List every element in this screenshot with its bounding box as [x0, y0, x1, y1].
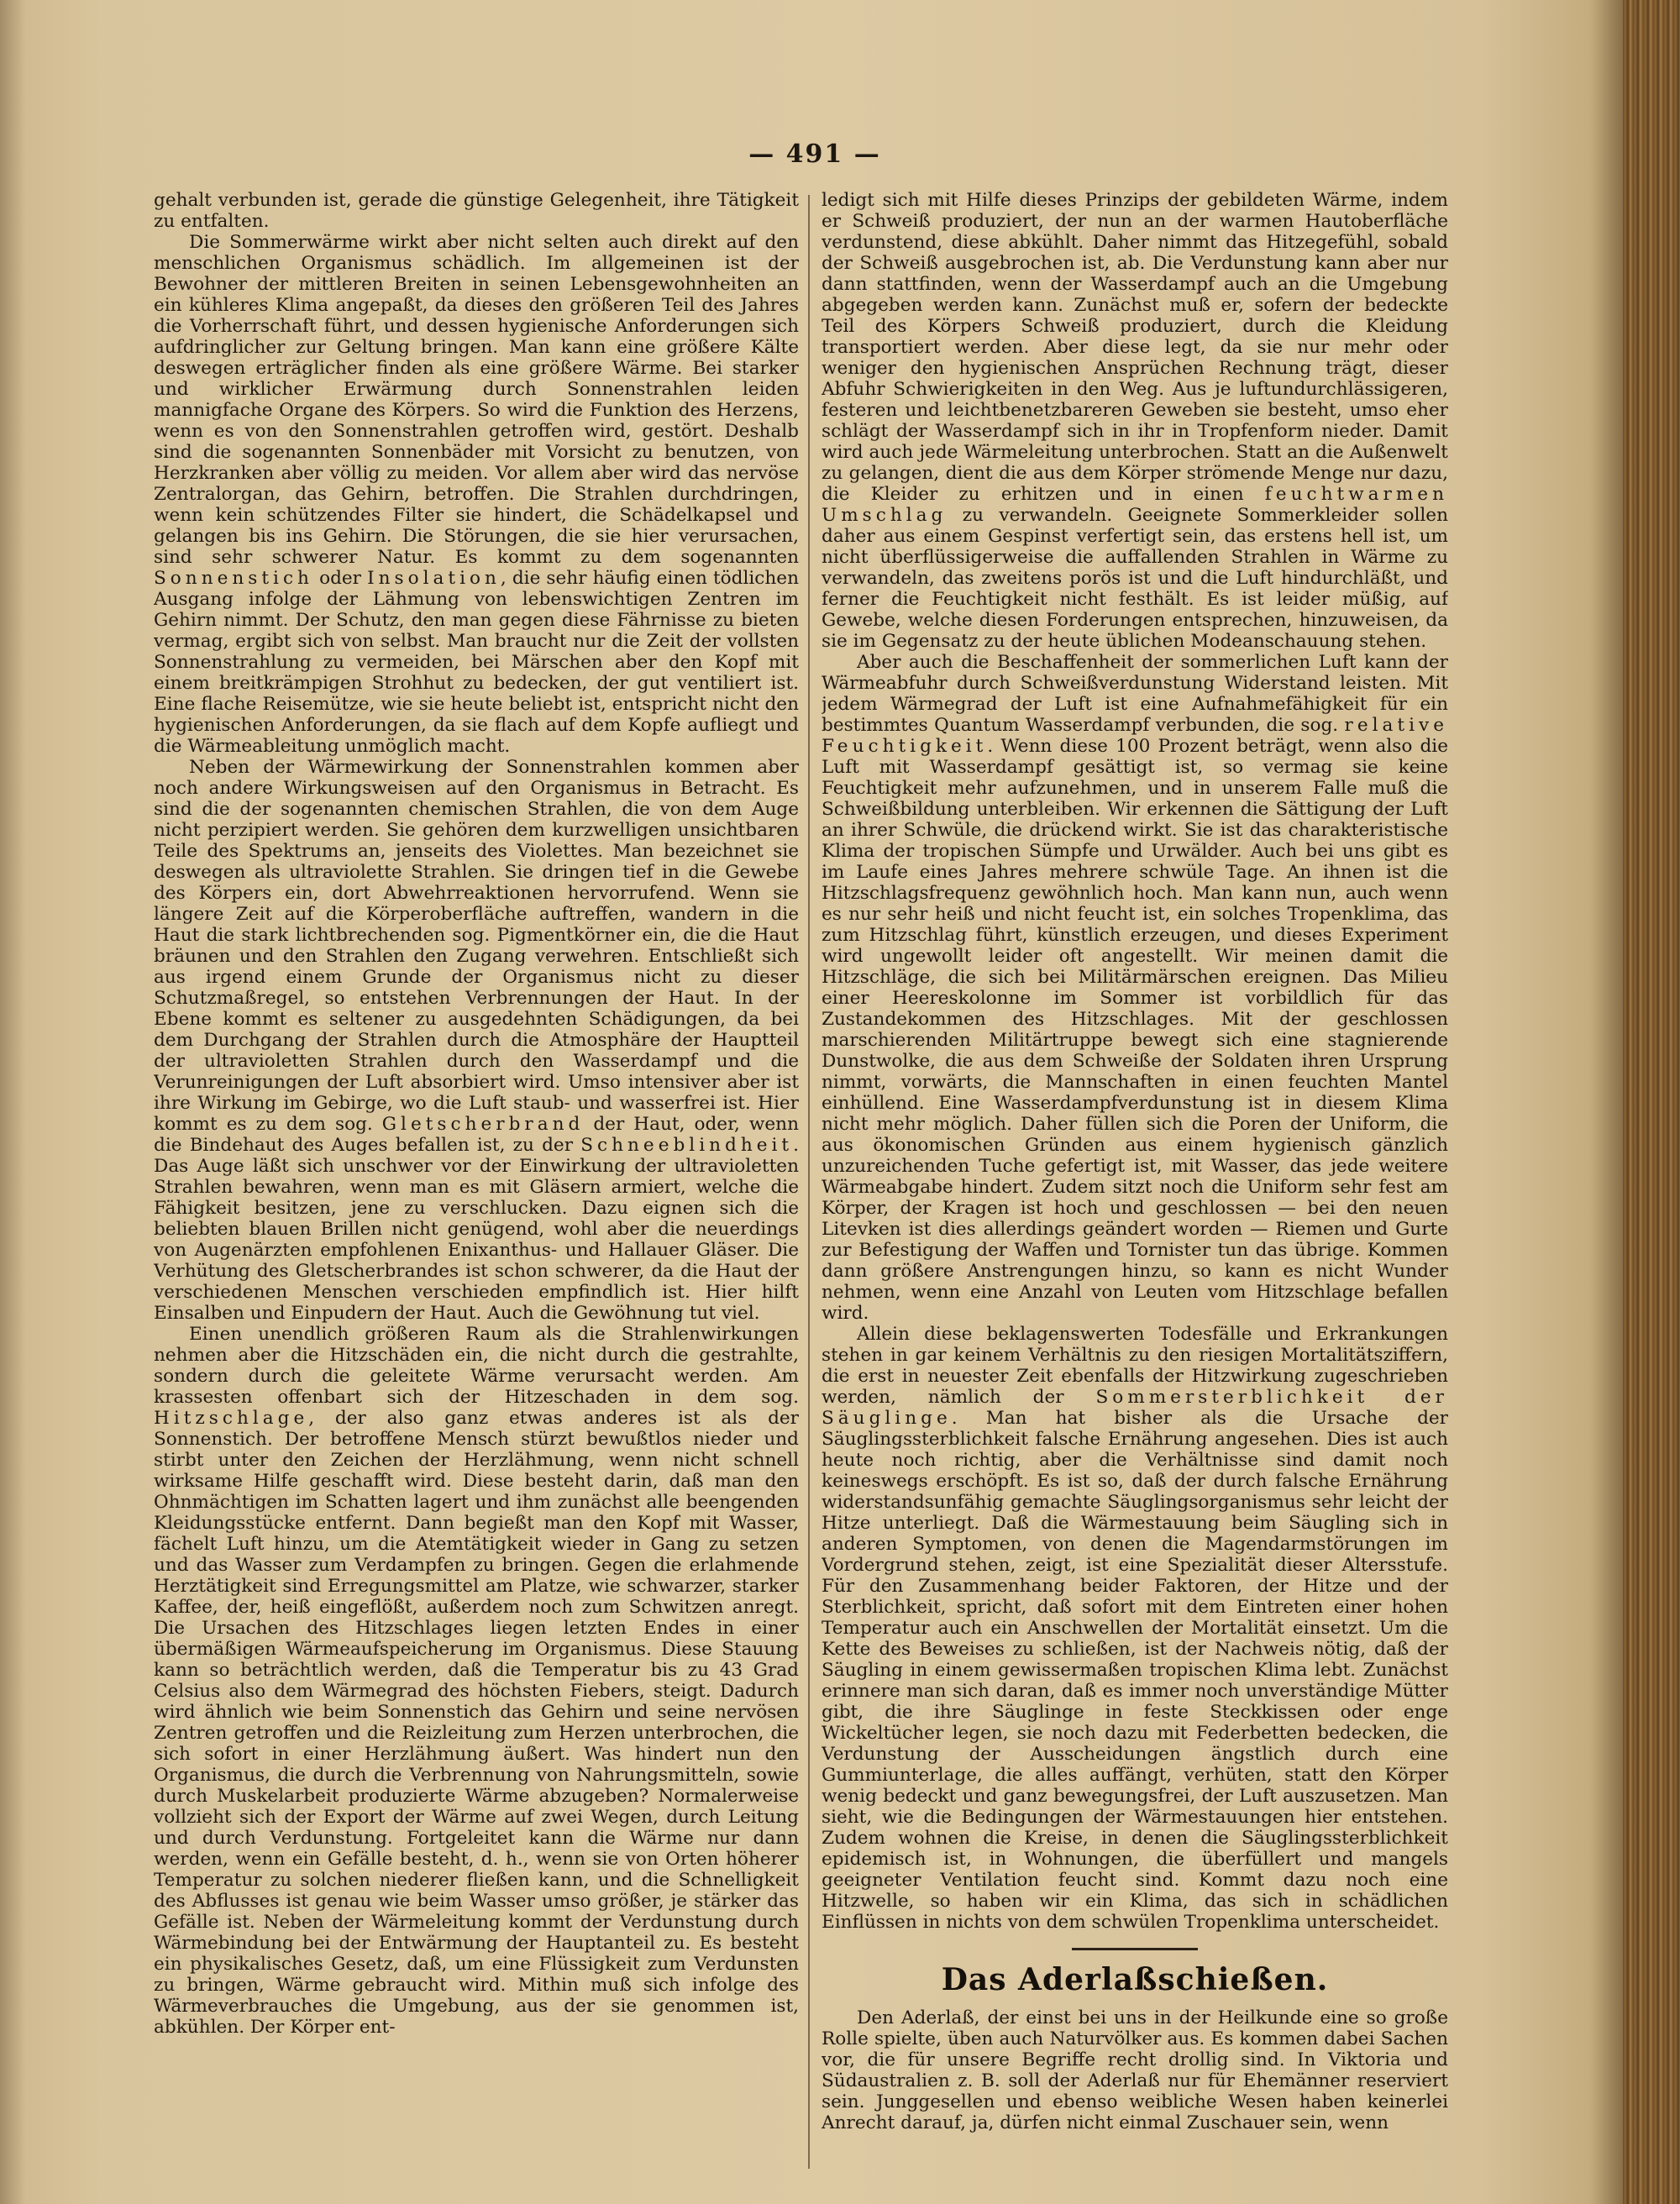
- paragraph: ledigt sich mit Hilfe dieses Prinzips der gebildeten Wärme, indem er Schweiß produziert, der nun an der warmen Hautoberfläche verdunstend, diese abkühlt. Daher nimmt das Hitzegefühl, sobald der Schweiß ausgebrochen ist, ab. Die Verdunstung kann aber nur dann stattfinden, wenn der Wasserdampf auch an die Umgebung abgegeben werden kann. Zunächst muß er, sofern der bedeckte Teil des Körpers Schweiß produziert, durch die Kleidung transportiert werden. Aber diese legt, da sie nur mehr oder weniger den hygienischen Ansprüchen Rechnung trägt, dieser Abfuhr Schwierigkeiten in den Weg. Aus je luftundurchlässigeren, festeren und leichtbenetzbareren Geweben sie besteht, umso eher schlägt der Wasserdampf sich in ihr in Tropfenform nieder. Damit wird auch jede Wärmeleitung unterbrochen. Statt an die Außenwelt zu gelangen, dient die aus dem Körper strömende Menge nur dazu, die Kleider zu erhitzen und in einen feuchtwarmen Umschlag zu verwandeln. Geeignete Sommerkleider sollen daher aus einem Gespinst verfertigt sein, das erstens hell ist, um nicht überflüssigerweise die auffallenden Strahlen in Wärme zu verwandeln, das zweitens porös ist und die Luft hindurchläßt, und ferner die Feuchtigkeit nicht festhält. Es ist leider müßig, auf Gewebe, welche diesen Forderungen entsprechen, hinzuweisen, da sie im Gegensatz zu der heute üblichen Modeanschauung stehen.: [822, 190, 1448, 652]
- paragraph: gehalt verbunden ist, gerade die günstige Gelegenheit, ihre Tätigkeit zu entfalten.: [154, 190, 799, 232]
- emphasized-term: Sommersterblichkeit der Säuglinge: [822, 1387, 1448, 1429]
- paragraph: Einen unendlich größeren Raum als die Strahlenwirkungen nehmen aber die Hitzschäden ein, die nicht durch die gestrahlte, sondern durch die geleitete Wärme verursacht werden. Am krassesten offenbart sich der Hitzeschaden in dem sog. Hitzschlage, der also ganz etwas anderes ist als der Sonnenstich. Der betroffene Mensch stürzt bewußtlos nieder und stirbt unter den Zeichen der Herzlähmung, wenn nicht schnell wirksame Hilfe geschafft wird. Diese besteht darin, daß man den Ohnmächtigen im Schatten lagert und ihm zunächst alle beengenden Kleidungsstücke entfernt. Dann begießt man den Kopf mit Wasser, fächelt Luft hinzu, um die Atemtätigkeit wieder in Gang zu setzen und das Wasser zum Verdampfen zu bringen. Gegen die erlahmende Herztätigkeit sind Erregungsmittel am Platze, wie schwarzer, starker Kaffee, der, heiß eingeflößt, außerdem noch zum Schwitzen anregt. Die Ursachen des Hitzschlages liegen letzten Endes in einer übermäßigen Wärmeaufspeicherung im Organismus. Diese Stauung kann so beträchtlich werden, daß die Temperatur bis zu 43 Grad Celsius also dem Wärmegrad des höchsten Fiebers, steigt. Dadurch wird ähnlich wie beim Sonnenstich das Gehirn und seine nervösen Zentren getroffen und die Reizleitung zum Herzen unterbrochen, die sich sofort in einer Herzlähmung äußert. Was hindert nun den Organismus, die durch die Verbrennung von Nahrungsmitteln, sowie durch Muskelarbeit produzierte Wärme abzugeben? Normalerweise vollzieht sich der Export der Wärme auf zwei Wegen, durch Leitung und durch Verdunstung. Fortgeleitet kann die Wärme nur dann werden, wenn ein Gefälle besteht, d. h., wenn sie von Orten höherer Temperatur zu solchen niederer fließen kann, und die Schnelligkeit des Abflusses ist genau wie beim Wasser umso größer, je stärker das Gefälle ist. Neben der Wärmeleitung kommt der Verdunstung durch Wärmebindung bei der Entwärmung der Hauptanteil zu. Es besteht ein physikalisches Gesetz, daß, um eine Flüssigkeit zum Verdunsten zu bringen, Wärme gebraucht wird. Mithin muß sich infolge des Wärmeverbrauches die Umgebung, aus der sie genommen ist, abkühlen. Der Körper ent-: [154, 1324, 799, 2038]
- emphasized-term: Sonnenstich: [154, 568, 313, 589]
- page-number: — 491 —: [748, 139, 881, 169]
- article-separator: [1072, 1948, 1198, 1950]
- paragraph: Allein diese beklagenswerten Todesfälle und Erkrankungen stehen in gar keinem Verhältnis zu den riesigen Mortalitätsziffern, die erst in neuester Zeit ebenfalls der Hitzwirkung zugeschrieben werden, nämlich der Sommersterblichkeit der Säuglinge. Man hat bisher als die Ursache der Säuglingssterblichkeit falsche Ernährung angesehen. Dies ist auch heute noch richtig, aber die Verhältnisse sind damit noch keineswegs erschöpft. Es ist so, daß der durch falsche Ernährung widerstandsunfähig gemachte Säuglingsorganismus sehr leicht der Hitze unterliegt. Daß die Wärmestauung beim Säugling sich in anderen Symptomen, von denen die Magendarmstörungen im Vordergrund stehen, zeigt, ist eine Spezialität dieser Altersstufe. Für den Zusammenhang beider Faktoren, der Hitze und der Sterblichkeit, spricht, daß sofort mit dem Eintreten einer hohen Temperatur auch ein Anschwellen der Mortalität einsetzt. Um die Kette des Beweises zu schließen, ist der Nachweis nötig, daß der Säugling in einem gewissermaßen tropischen Klima lebt. Zunächst erinnere man sich daran, daß es immer noch unverständige Mütter gibt, die ihre Säuglinge in feste Steckkissen oder enge Wickeltücher legen, sie noch dazu mit Federbetten bedecken, die Verdunstung der Ausscheidungen ängstlich durch eine Gummiunterlage, die alles auffängt, verhüten, statt den Körper wenig bedeckt und ganz bewegungsfrei, der Luft auszusetzen. Man sieht, wie die Bedingungen der Wärmestauungen hier entstehen. Zudem wohnen die Kreise, in denen die Säuglingssterblichkeit epidemisch ist, in Wohnungen, die überfüllert und mangels geeigneter Ventilation feucht sind. Kommt dazu noch eine Hitzwelle, so haben wir ein Klima, das sich in schädlichen Einflüssen in nichts von dem schwülen Tropenklima unterscheidet.: [822, 1324, 1448, 1933]
- right-column: [822, 190, 1448, 2180]
- article-title: Das Aderlaßschießen.: [941, 1962, 1329, 1997]
- page-edge-shadow: [0, 0, 25, 2204]
- emphasized-term: Hitzschlage: [154, 1408, 309, 1429]
- paragraph: Den Aderlaß, der einst bei uns in der Heilkunde eine so große Rolle spielte, üben auch Naturvölker aus. Es kommen dabei Sachen vor, die für unsere Begriffe recht drollig sind. In Viktoria und Südaustralien z. B. soll der Aderlaß nur für Ehemänner reserviert sein. Junggesellen und ebenso weibliche Wesen haben keinerlei Anrecht darauf, ja, dürfen nicht einmal Zuschauer sein, wenn: [822, 2007, 1448, 2133]
- emphasized-term: Gletscherbrand: [381, 1114, 585, 1135]
- emphasized-term: Schneeblindheit: [580, 1135, 794, 1156]
- emphasized-term: feuchtwarmen Umschlag: [822, 484, 1448, 526]
- book-binding: [1623, 0, 1680, 2204]
- emphasized-term: Insolation: [367, 568, 501, 589]
- column-divider: [808, 195, 810, 2169]
- paragraph: Aber auch die Beschaffenheit der sommerlichen Luft kann der Wärmeabfuhr durch Schweißverdunstung Widerstand leisten. Mit jedem Wärmegrad der Luft ist eine Aufnahmefähigkeit für ein bestimmtes Quantum Wasserdampf verbunden, die sog. relative Feuchtigkeit. Wenn diese 100 Prozent beträgt, wenn also die Luft mit Wasserdampf gesättigt ist, so vermag sie keine Feuchtigkeit mehr aufzunehmen, und in unserem Falle muß die Schweißbildung unterbleiben. Wir erkennen die Sättigung der Luft an ihrer Schwüle, die drückend wirkt. Sie ist das charakteristische Klima der tropischen Sümpfe und Urwälder. Auch bei uns gibt es im Laufe eines Jahres mehrere schwüle Tage. An ihnen ist die Hitzschlagsfrequenz gewöhnlich hoch. Man kann nun, auch wenn es nur sehr heiß und nicht feucht ist, ein solches Tropenklima, das zum Hitzschlag führt, künstlich erzeugen, und dieses Experiment wird ungewollt leider oft angestellt. Wir meinen damit die Hitzschläge, die sich bei Militärmärschen ereignen. Das Milieu einer Heereskolonne im Sommer ist vorbildlich für das Zustandekommen des Hitzschlages. Mit der geschlossen marschierenden Militärtruppe bewegt sich eine stagnierende Dunstwolke, die aus dem Schweiße der Soldaten ihren Ursprung nimmt, vorwärts, die Mannschaften in einen feuchten Mantel einhüllend. Eine Wasserdampfverdunstung ist in diesem Klima nicht mehr möglich. Daher füllen sich die Poren der Uniform, die aus ökonomischen Gründen aus einem hygienisch gänzlich unzureichenden Tuche gefertigt ist, mit Wasser, das jede weitere Wärmeabgabe hindert. Zudem sitzt noch die Uniform sehr fest am Körper, der Kragen ist hoch und geschlossen — bei den neuen Litevken ist dies allerdings geändert worden — Riemen und Gurte zur Befestigung der Waffen und Tornister tun das übrige. Kommen dann größere Anstrengungen hinzu, so kann es nicht Wunder nehmen, wenn eine Anzahl von Leuten vom Hitzschlage befallen wird.: [822, 652, 1448, 1324]
- paragraph: Die Sommerwärme wirkt aber nicht selten auch direkt auf den menschlichen Organismus schädlich. Im allgemeinen ist der Bewohner der mittleren Breiten in seinen Lebensgewohnheiten an ein kühleres Klima angepaßt, da dieses den größeren Teil des Jahres die Vorherrschaft führt, und dessen hygienische Anforderungen sich aufdringlicher zur Geltung bringen. Man kann eine größere Kälte deswegen erträglicher finden als eine größere Wärme. Bei starker und wirklicher Erwärmung durch Sonnenstrahlen leiden mannigfache Organe des Körpers. So wird die Funktion des Herzens, wenn es von den Sonnenstrahlen getroffen wird, gestört. Deshalb sind die sogenannten Sonnenbäder mit Vorsicht zu benutzen, von Herzkranken aber völlig zu meiden. Vor allem aber wird das nervöse Zentralorgan, das Gehirn, betroffen. Die Strahlen durchdringen, wenn kein schützendes Filter sie hindert, die Schädelkapsel und gelangen bis ins Gehirn. Die Störungen, die sie hier verursachen, sind sehr schwerer Natur. Es kommt zu dem sogenannten Sonnenstich oder Insolation, die sehr häufig einen tödlichen Ausgang infolge der Lähmung von lebenswichtigen Zentren im Gehirn nimmt. Der Schutz, den man gegen diese Fährnisse zu bieten vermag, ergibt sich von selbst. Man braucht nur die Zeit der vollsten Sonnenstrahlung zu vermeiden, bei Märschen aber den Kopf mit einem breitkrämpigen Strohhut zu bedecken, der gut ventiliert ist. Eine flache Reisemütze, wie sie heute beliebt ist, entspricht nicht den hygienischen Anforderungen, da sie flach auf dem Kopfe aufliegt und die Wärmeableitung unmöglich macht.: [154, 232, 799, 757]
- paragraph: Neben der Wärmewirkung der Sonnenstrahlen kommen aber noch andere Wirkungsweisen auf den Organismus in Betracht. Es sind die der sogenannten chemischen Strahlen, die von dem Auge nicht perzipiert werden. Sie gehören dem kurzwelligen unsichtbaren Teile des Spektrums an, jenseits des Violettes. Man bezeichnet sie deswegen als ultraviolette Strahlen. Sie dringen tief in die Gewebe des Körpers ein, dort Abwehrreaktionen hervorrufend. Wenn sie längere Zeit auf die Körperoberfläche auftreffen, wandern in die Haut die stark lichtbrechenden sog. Pigmentkörner ein, die die Haut bräunen und den Strahlen den Zugang verwehren. Entschließt sich aus irgend einem Grunde der Organismus nicht zu dieser Schutzmaßregel, so entstehen Verbrennungen der Haut. In der Ebene kommt es seltener zu ausgedehnten Schädigungen, da bei dem Durchgang der Strahlen durch die Atmosphäre der Hauptteil der ultravioletten Strahlen durch den Wasserdampf und die Verunreinigungen der Luft absorbiert wird. Umso intensiver aber ist ihre Wirkung im Gebirge, wo die Luft staub- und wasserfrei ist. Hier kommt es zu dem sog. Gletscherbrand der Haut, oder, wenn die Bindehaut des Auges befallen ist, zu der Schneeblindheit. Das Auge läßt sich unschwer vor der Einwirkung der ultravioletten Strahlen bewahren, wenn man es mit Gläsern armiert, welche die Fähigkeit besitzen, jene zu verschlucken. Dazu eignen sich die beliebten blauen Brillen nicht genügend, wohl aber die neuerdings von Augenärzten empfohlenen Enixanthus- und Hallauer Gläser. Die Verhütung des Gletscherbrandes ist schon schwerer, da die Haut der verschiedenen Menschen verschieden empfindlich ist. Hier hilft Einsalben und Einpudern der Haut. Auch die Gewöhnung tut viel.: [154, 757, 799, 1324]
- left-column: [154, 190, 799, 2180]
- binding-shadow: [1589, 0, 1623, 2204]
- emphasized-term: relative Feuchtigkeit: [822, 715, 1448, 757]
